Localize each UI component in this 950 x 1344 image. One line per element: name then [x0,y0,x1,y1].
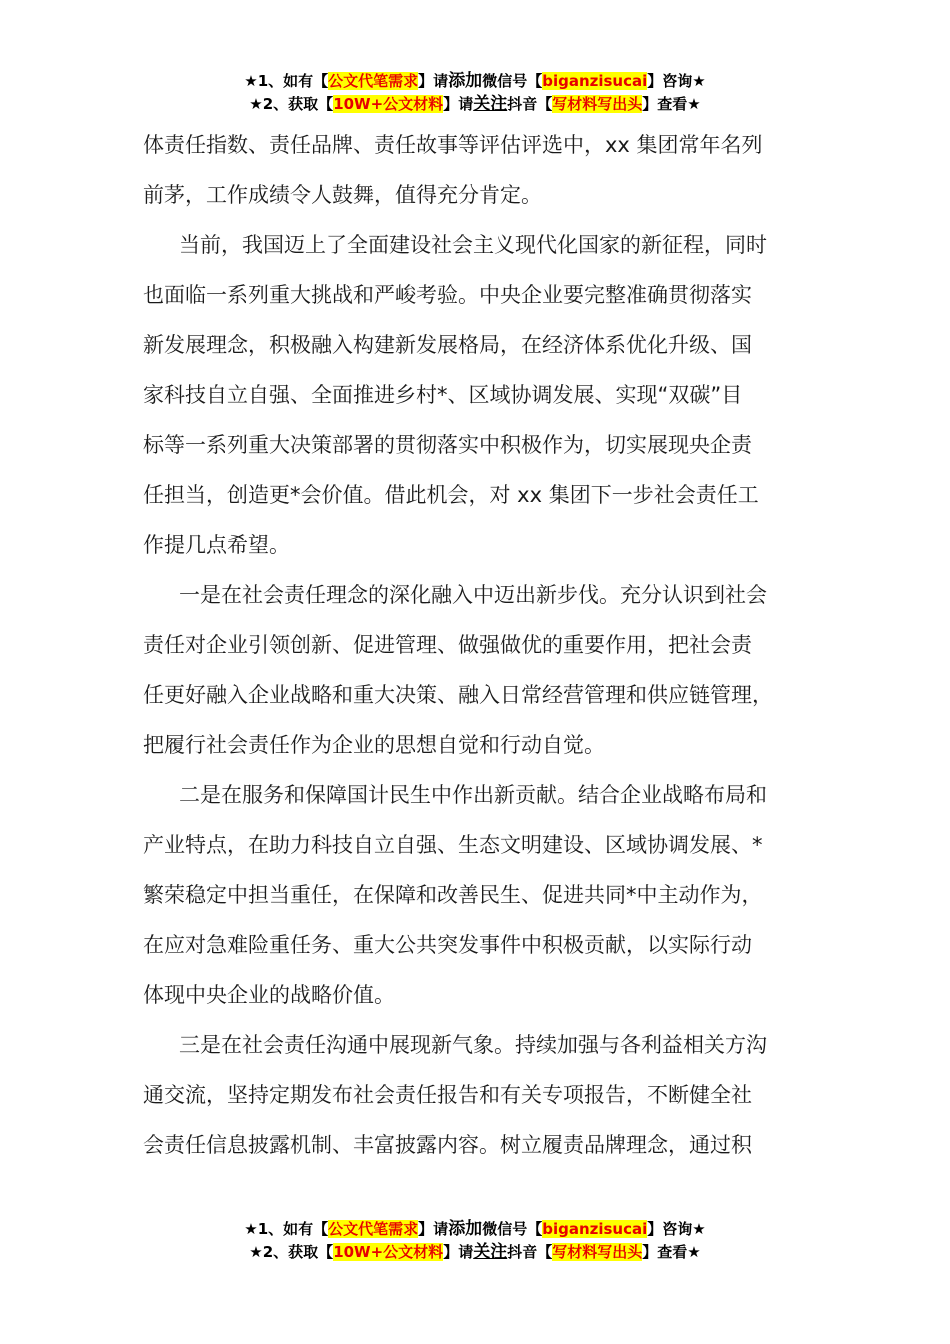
text-line: 前茅，工作成绩令人鼓舞，值得充分肯定。 [143,183,542,207]
document-body [143,120,807,1170]
promo-text: ★1、如有【 [244,1220,329,1238]
promo-text: ★2、获取【 [249,95,334,113]
text-line: 一是在社会责任理念的深化融入中迈出新步伐。充分认识到社会 [179,583,767,607]
promo-text: 】查看★ [642,95,701,113]
promo-footer-line-2 [0,1241,950,1264]
text-line: 责任对企业引领创新、促进管理、做强做优的重要作用，把社会责 [143,633,752,657]
promo-emphasis: 关注 [473,94,508,114]
text-line: 也面临一系列重大挑战和严峻考验。中央企业要完整准确贯彻落实 [143,283,752,307]
paragraph-continuation [143,120,807,220]
promo-header [0,70,950,116]
douyin-id-highlight: 写材料写出头 [552,1243,643,1261]
promo-text: 微信号【 [482,72,543,90]
promo-text: 抖音【 [507,1243,553,1261]
text-line: 作提几点希望。 [143,533,290,557]
text-line: 家科技自立自强、全面推进乡村*、区域协调发展、实现“双碳”目 [143,383,743,407]
text-line: 体现中央企业的战略价值。 [143,983,395,1007]
paragraph-current-situation [143,220,807,570]
promo-text: 】请 [418,1220,449,1238]
text-line: 三是在社会责任沟通中展现新气象。持续加强与各利益相关方沟 [179,1033,767,1057]
promo-text: 微信号【 [482,1220,543,1238]
promo-text: 】查看★ [642,1243,701,1261]
text-line: 会责任信息披露机制、丰富披露内容。树立履责品牌理念，通过积 [143,1133,752,1157]
promo-text: ★1、如有【 [244,72,329,90]
promo-highlight: 公文代笔需求 [328,72,419,90]
paragraph-point-two [143,770,807,1020]
promo-text: 】请 [443,95,474,113]
text-line: 把履行社会责任作为企业的思想自觉和行动自觉。 [143,733,605,757]
promo-emphasis: 关注 [473,1242,508,1262]
text-line: 任担当，创造更*会价值。借此机会，对 xx 集团下一步社会责任工 [143,483,759,507]
douyin-id-highlight: 写材料写出头 [552,95,643,113]
promo-text: 】请 [443,1243,474,1261]
text-line: 任更好融入企业战略和重大决策、融入日常经营管理和供应链管理， [143,683,773,707]
text-line: 新发展理念，积极融入构建新发展格局，在经济体系优化升级、国 [143,333,752,357]
promo-highlight: 10W+公文材料 [333,95,444,113]
wechat-id-highlight: biganzisucai [542,72,648,90]
text-line: 标等一系列重大决策部署的贯彻落实中积极作为，切实展现央企责 [143,433,752,457]
promo-emphasis: 添加 [448,1219,483,1239]
text-line: 通交流，坚持定期发布社会责任报告和有关专项报告，不断健全社 [143,1083,752,1107]
promo-text: 】请 [418,72,449,90]
promo-highlight: 公文代笔需求 [328,1220,419,1238]
promo-header-line-2 [0,93,950,116]
promo-text: 】咨询★ [647,72,706,90]
paragraph-point-one [143,570,807,770]
promo-footer-line-1 [0,1218,950,1241]
promo-text: ★2、获取【 [249,1243,334,1261]
promo-header-line-1 [0,70,950,93]
text-line: 产业特点，在助力科技自立自强、生态文明建设、区域协调发展、* [143,833,763,857]
promo-emphasis: 添加 [448,71,483,91]
promo-text: 】咨询★ [647,1220,706,1238]
promo-text: 抖音【 [507,95,553,113]
paragraph-point-three [143,1020,807,1170]
promo-footer [0,1218,950,1264]
text-line: 体责任指数、责任品牌、责任故事等评估评选中，xx 集团常年名列 [143,133,763,157]
text-line: 当前，我国迈上了全面建设社会主义现代化国家的新征程，同时 [179,233,767,257]
promo-highlight: 10W+公文材料 [333,1243,444,1261]
text-line: 繁荣稳定中担当重任，在保障和改善民生、促进共同*中主动作为， [143,883,763,907]
text-line: 在应对急难险重任务、重大公共突发事件中积极贡献，以实际行动 [143,933,752,957]
wechat-id-highlight: biganzisucai [542,1220,648,1238]
text-line: 二是在服务和保障国计民生中作出新贡献。结合企业战略布局和 [179,783,767,807]
